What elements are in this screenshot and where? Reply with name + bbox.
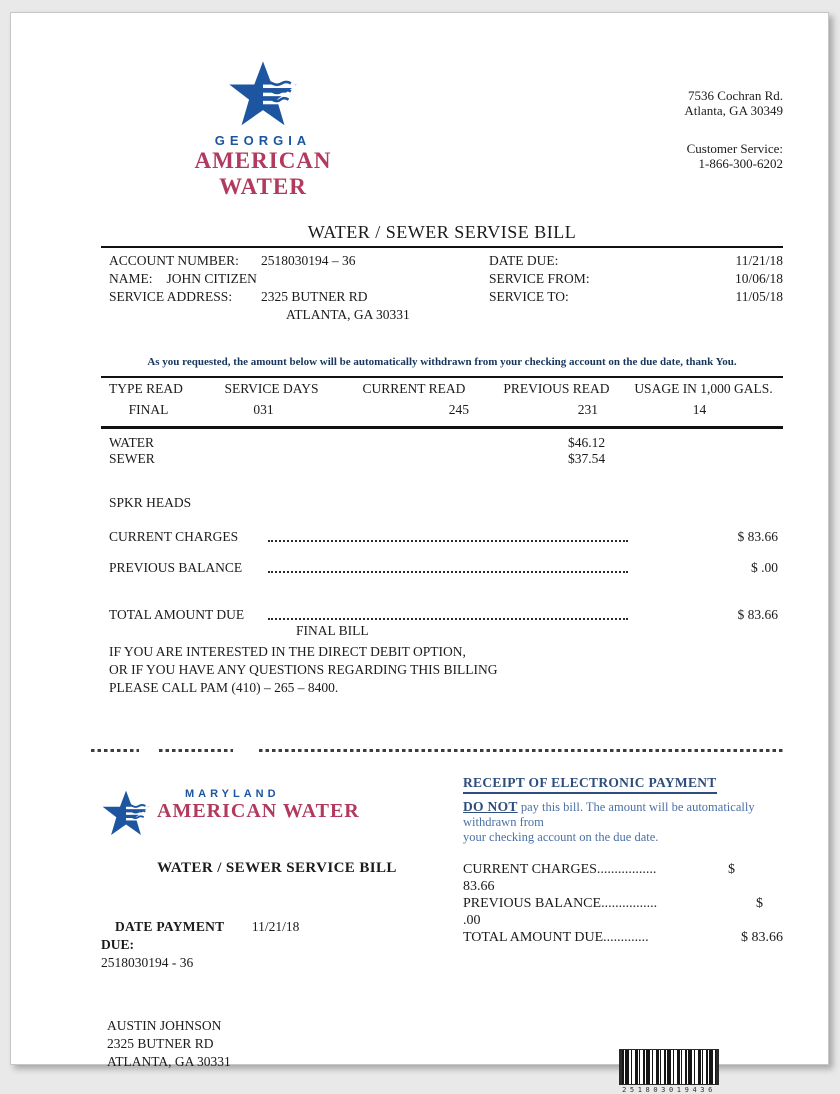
charge-line-items: [101, 435, 783, 467]
customer-service-phone: 1-866-300-6202: [698, 156, 783, 171]
current-charges-row: [101, 529, 783, 545]
current-charges-amount: $ 83.66: [737, 529, 778, 544]
spkr-heads-note: SPKR HEADS: [109, 495, 192, 510]
sewer-charge-row: [101, 451, 783, 467]
company-address-block: [684, 61, 783, 200]
water-label: WATER: [109, 435, 154, 450]
title-rule: [101, 246, 783, 248]
receipt-previous-balance-amount: .00: [463, 913, 481, 928]
auto-withdrawal-notice: As you requested, the amount below will be automatically withdrawn from your checking account on the due date, thank You.: [147, 356, 737, 368]
receipt-previous-currency: $: [756, 896, 763, 911]
receipt-total-amount-due-amount: $ 83.66: [741, 930, 783, 945]
date-due-row: [489, 252, 783, 270]
message-line3: PLEASE CALL PAM (410) – 265 – 8400.: [109, 680, 339, 695]
col-type-read: TYPE READ: [109, 381, 183, 396]
company-address-line1: 7536 Cochran Rd.: [688, 88, 783, 103]
usage-table: [101, 376, 783, 429]
service-to-value: 11/05/18: [735, 289, 783, 304]
total-amount-due-amount: $ 83.66: [737, 607, 778, 622]
receipt-current-charges-amount: 83.66: [463, 879, 495, 894]
water-amount: $46.12: [568, 435, 606, 450]
date-payment-label: DATE PAYMENT: [115, 919, 225, 934]
account-number-label: ACCOUNT NUMBER:: [109, 253, 239, 268]
previous-balance-label: PREVIOUS BALANCE: [109, 560, 243, 575]
mailing-address-block: [101, 1017, 231, 1094]
water-charge-row: [101, 435, 783, 451]
current-read-value: 245: [448, 402, 469, 417]
date-payment-value: 11/21/18: [251, 919, 300, 934]
service-from-value: 10/06/18: [734, 271, 783, 286]
col-current-read: CURRENT READ: [362, 381, 466, 396]
dash-segment: [91, 749, 139, 752]
name-row: [109, 270, 489, 288]
mailing-city: ATLANTA, GA 30331: [107, 1054, 231, 1069]
company-address-line2: Atlanta, GA 30349: [684, 103, 783, 118]
service-address-label: SERVICE ADDRESS:: [109, 289, 233, 304]
receipt-total-amount-due-row: [463, 929, 783, 946]
receipt-body-line2: withdrawn from: [463, 815, 544, 829]
barcode-digits: 251803019436: [622, 1086, 716, 1094]
receipt-total-amount-due-label: TOTAL AMOUNT DUE.............: [463, 930, 649, 945]
direct-debit-message: [101, 643, 783, 697]
water-star-icon: [227, 61, 299, 129]
mailing-section: [101, 1017, 783, 1094]
type-read-value: FINAL: [128, 402, 169, 417]
receipt-previous-balance-row: [463, 895, 783, 912]
receipt-amounts: [463, 861, 783, 946]
total-amount-due-row: [101, 607, 783, 623]
account-info-block: [101, 252, 783, 324]
dash-segment: [259, 749, 783, 752]
payment-stub: [101, 774, 783, 971]
stub-bill-title: WATER / SEWER SERVICE BILL: [157, 860, 397, 876]
sewer-amount: $37.54: [568, 451, 606, 466]
col-previous-read: PREVIOUS READ: [503, 381, 610, 396]
service-address-line2: ATLANTA, GA 30331: [286, 307, 410, 322]
service-from-row: [489, 270, 783, 288]
sewer-label: SEWER: [109, 451, 155, 466]
service-address-row: [109, 288, 489, 324]
bill-title: WATER / SEWER SERVISE BILL: [307, 222, 577, 242]
stub-logo-region-label: MARYLAND: [185, 788, 280, 800]
due-label: DUE:: [101, 937, 134, 952]
previous-balance-row: [101, 560, 783, 576]
receipt-body-line1: pay this bill. The amount will be automatically: [517, 800, 755, 814]
total-amount-due-label: TOTAL AMOUNT DUE: [109, 607, 245, 622]
tear-off-separator: [91, 749, 783, 752]
usage-table-header-row: [101, 378, 783, 399]
bill-page: [10, 12, 829, 1094]
usage-value: 14: [692, 402, 707, 417]
message-line2: OR IF YOU HAVE ANY QUESTIONS REGARDING THIS BILLING: [109, 662, 498, 677]
customer-service-label: Customer Service:: [686, 141, 783, 156]
receipt-body-text: [463, 799, 783, 845]
mailing-name: AUSTIN JOHNSON: [107, 1018, 222, 1033]
account-barcode: [619, 1049, 719, 1094]
name-value: JOHN CITIZEN: [166, 271, 257, 286]
totals-block: [101, 529, 783, 639]
receipt-current-currency: $: [728, 862, 735, 877]
col-service-days: SERVICE DAYS: [224, 381, 319, 396]
service-address-line1: 2325 BUTNER RD: [261, 289, 368, 304]
stub-logo-brand-label: AMERICAN WATER: [157, 800, 360, 822]
service-days-value: 031: [253, 402, 274, 417]
water-star-icon: [101, 790, 151, 838]
date-due-value: 11/21/18: [735, 253, 783, 268]
receipt-previous-balance-label: PREVIOUS BALANCE................: [463, 896, 658, 911]
receipt-current-charges-label: CURRENT CHARGES.................: [463, 862, 657, 877]
dotted-leader: [268, 571, 628, 573]
final-bill-note: FINAL BILL: [296, 623, 369, 638]
mailing-street: 2325 BUTNER RD: [107, 1036, 214, 1051]
account-number-value: 2518030194 – 36: [261, 253, 356, 268]
date-payment-row: [101, 919, 453, 935]
stub-account-number: 2518030194 - 36: [101, 955, 194, 970]
dotted-leader: [268, 618, 628, 620]
usage-table-value-row: [101, 399, 783, 426]
dash-segment: [159, 749, 233, 752]
do-not-emphasis: DO NOT: [463, 799, 518, 814]
previous-balance-amount: $ .00: [751, 560, 778, 575]
logo-brand-label: AMERICAN WATER: [194, 148, 332, 199]
name-label: NAME:: [109, 271, 153, 286]
service-to-row: [489, 288, 783, 306]
receipt-current-charges-row: [463, 861, 783, 878]
previous-read-value: 231: [577, 402, 598, 417]
service-to-label: SERVICE TO:: [489, 289, 569, 304]
receipt-body-line3: your checking account on the due date.: [463, 830, 659, 844]
logo-region-label: GEORGIA: [214, 133, 312, 148]
current-charges-label: CURRENT CHARGES: [109, 529, 239, 544]
message-line1: IF YOU ARE INTERESTED IN THE DIRECT DEBIT OPTION,: [109, 644, 466, 659]
dotted-leader: [268, 540, 628, 542]
bill-header: [101, 13, 783, 200]
account-number-row: [109, 252, 489, 270]
maryland-american-water-logo: [101, 786, 453, 838]
date-due-label: DATE DUE:: [489, 253, 559, 268]
service-from-label: SERVICE FROM:: [489, 271, 590, 286]
georgia-american-water-logo: [153, 61, 373, 200]
receipt-heading: RECEIPT OF ELECTRONIC PAYMENT: [463, 775, 717, 794]
col-usage: USAGE IN 1,000 GALS.: [634, 381, 773, 396]
